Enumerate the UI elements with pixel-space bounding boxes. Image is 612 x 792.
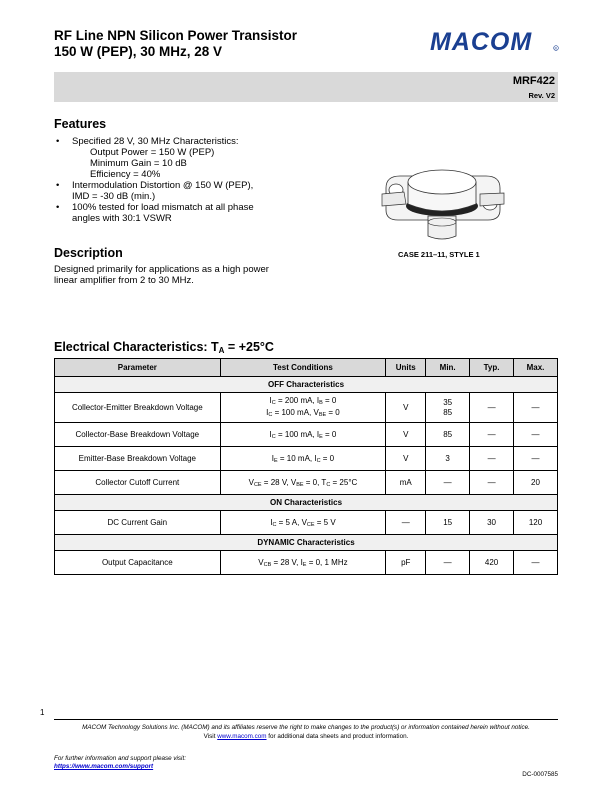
typ-cell: 420 (470, 551, 514, 575)
feature-subitem: Minimum Gain = 10 dB (90, 158, 187, 169)
page-number: 1 (40, 708, 45, 717)
footer-disclaimer: MACOM Technology Solutions Inc. (MACOM) and its affiliates reserve the right to make changes to the product(s) or information contained herein without notice. (82, 724, 530, 731)
feature-text: • 100% tested for load mismatch at all phase (72, 202, 254, 213)
feature-item (54, 136, 294, 180)
support-info (54, 755, 186, 771)
column-header: Units (386, 359, 426, 377)
electrical-heading-temp: = +25°C (224, 340, 274, 354)
min-cell (426, 393, 470, 423)
units-cell: pF (386, 551, 426, 575)
description-text (54, 264, 294, 286)
electrical-heading-subscript: A (218, 346, 225, 355)
part-number-band (54, 72, 558, 102)
min-value: 35 (443, 397, 453, 407)
column-header: Max. (514, 359, 558, 377)
description-line: linear amplifier from 2 to 30 MHz. (54, 275, 194, 286)
column-header: Test Conditions (220, 359, 386, 377)
table-row (55, 551, 558, 575)
feature-text: Specified 28 V, 30 MHz Characteristics: (72, 136, 239, 147)
section-row (55, 535, 558, 551)
macom-logo (430, 28, 560, 54)
parameter-cell: Collector-Base Breakdown Voltage (55, 423, 221, 447)
units-cell: V (386, 447, 426, 471)
section-row (55, 377, 558, 393)
feature-item (54, 180, 294, 202)
min-cell: 85 (426, 423, 470, 447)
min-cell: 15 (426, 511, 470, 535)
typ-cell: — (470, 447, 514, 471)
max-cell: 120 (514, 511, 558, 535)
max-cell: 20 (514, 471, 558, 495)
typ-cell: — (470, 471, 514, 495)
feature-subitem: Efficiency = 40% (90, 169, 161, 180)
table-row (55, 471, 558, 495)
section-on-label: ON Characteristics (55, 495, 558, 511)
footer-visit-line (54, 732, 558, 741)
package-caption: CASE 211–11, STYLE 1 (398, 250, 480, 259)
conditions-cell: $I_C = 200$ mA, $I_B = 0$ $I_C = 100$ mA, $V_{BE} = 0$ (220, 393, 386, 423)
section-dynamic-label: DYNAMIC Characteristics (55, 535, 558, 551)
parameter-cell: Output Capacitance (55, 551, 221, 575)
description-heading: Description (54, 246, 123, 260)
max-cell: — (514, 551, 558, 575)
visit-suffix: for additional data sheets and product information. (266, 733, 409, 740)
footer-divider (54, 719, 558, 720)
typ-cell: — (470, 423, 514, 447)
section-off-label: OFF Characteristics (55, 377, 558, 393)
table-header-row (55, 359, 558, 377)
min-cell: — (426, 471, 470, 495)
column-header: Min. (426, 359, 470, 377)
max-cell: — (514, 447, 558, 471)
units-cell: mA (386, 471, 426, 495)
feature-item (54, 202, 294, 224)
column-header: Typ. (470, 359, 514, 377)
revision: Rev. V2 (528, 91, 555, 100)
part-number: MRF422 (512, 75, 555, 87)
features-heading: Features (54, 117, 107, 131)
feature-subitem: Output Power = 150 W (PEP) (90, 147, 215, 158)
units-cell: V (386, 393, 426, 423)
support-link[interactable]: https://www.macom.com/support (54, 763, 154, 770)
min-cell: — (426, 551, 470, 575)
package-illustration (380, 160, 506, 244)
document-title (54, 28, 297, 60)
conditions-cell: $V_{CE} = 28$ V, $V_{BE} = 0$, $T_C = 25^\circ C$ (220, 471, 386, 495)
min-cell: 3 (426, 447, 470, 471)
macom-website-link[interactable]: www.macom.com (217, 733, 267, 740)
conditions-cell: $I_E = 10$ mA, $I_C = 0$ (220, 447, 386, 471)
max-cell: — (514, 423, 558, 447)
conditions-cell: $I_C = 5$ A, $V_{CE} = 5$ V (220, 511, 386, 535)
units-cell: — (386, 511, 426, 535)
min-value: 85 (443, 407, 453, 417)
electrical-characteristics-table (54, 358, 558, 575)
typ-cell: 30 (470, 511, 514, 535)
electrical-heading (54, 340, 274, 355)
column-header: Parameter (55, 359, 221, 377)
title-line-1: RF Line NPN Silicon Power Transistor (54, 28, 298, 43)
conditions-cell: $I_C = 100$ mA, $I_E = 0$ (220, 423, 386, 447)
title-line-2: 150 W (PEP), 30 MHz, 28 V (54, 44, 223, 59)
parameter-cell: Emitter-Base Breakdown Voltage (55, 447, 221, 471)
typ-cell: — (470, 393, 514, 423)
features-list (54, 136, 294, 224)
parameter-cell: Collector-Emitter Breakdown Voltage (55, 393, 221, 423)
parameter-cell: DC Current Gain (55, 511, 221, 535)
table-row (55, 511, 558, 535)
max-cell: — (514, 393, 558, 423)
logo-text: MACOM (430, 28, 533, 54)
table-row (55, 393, 558, 423)
feature-text: • Intermodulation Distortion @ 150 W (PEP), (72, 180, 254, 191)
parameter-cell: Collector Cutoff Current (55, 471, 221, 495)
feature-text: angles with 30:1 VSWR (72, 213, 172, 224)
document-code: DC-0007585 (522, 771, 558, 778)
feature-text: IMD = -30 dB (min.) (72, 191, 156, 202)
table-row (55, 423, 558, 447)
visit-prefix: Visit (203, 733, 218, 740)
conditions-cell: $V_{CB} = 28$ V, $I_E = 0$, 1 MHz (220, 551, 386, 575)
electrical-heading-text: Electrical Characteristics: T (54, 340, 219, 354)
units-cell: V (386, 423, 426, 447)
support-text: For further information and support please visit: (54, 755, 186, 762)
section-row (55, 495, 558, 511)
svg-text:R: R (554, 46, 557, 51)
description-line: Designed primarily for applications as a high power (54, 264, 269, 275)
table-row (55, 447, 558, 471)
